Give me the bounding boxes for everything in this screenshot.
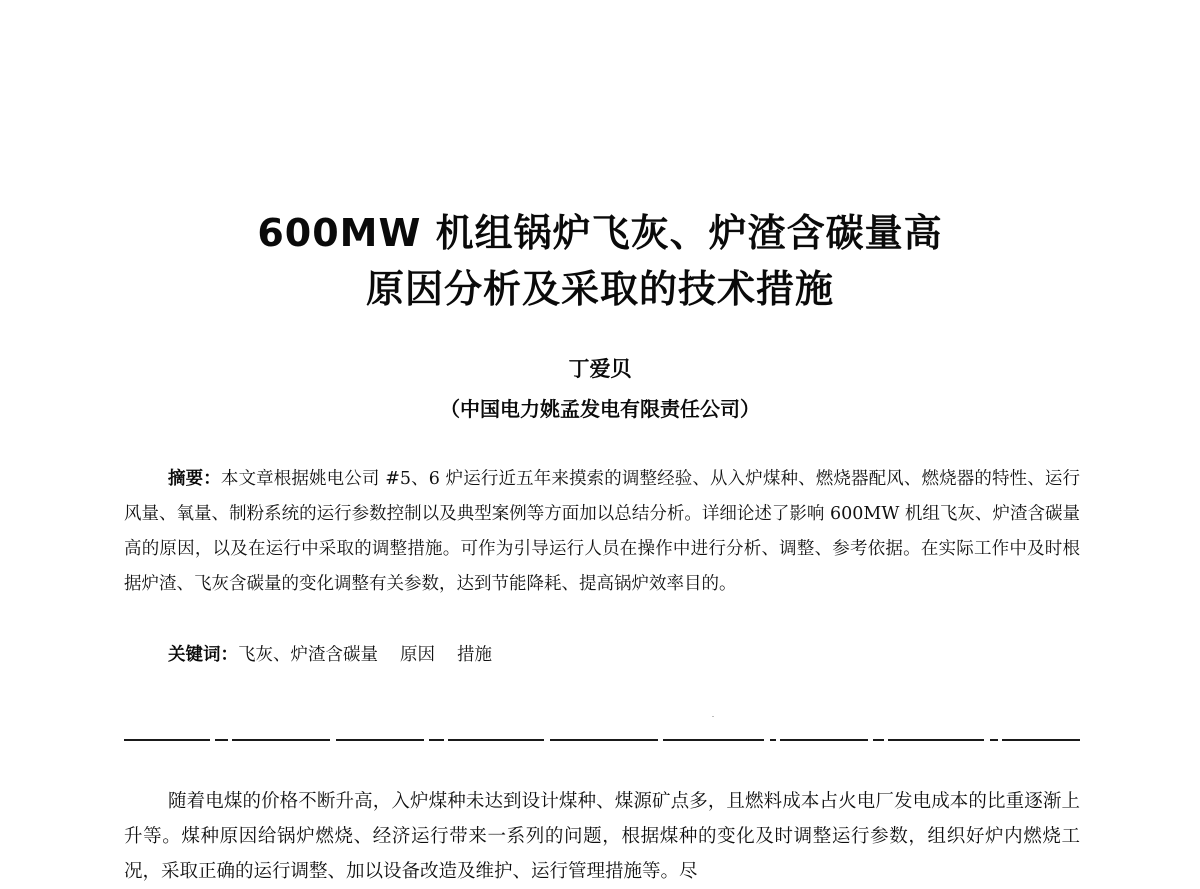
keyword-item: 飞灰、炉渣含碳量	[238, 645, 378, 665]
author-name: 丁爱贝	[568, 357, 632, 381]
abstract-text: 本文章根据姚电公司 #5、6 炉运行近五年来摸索的调整经验、从入炉煤种、燃烧器配风、燃烧器的特性、运行风量、氧量、制粉系统的运行参数控制以及典型案例等方面加以总结分析。详细论述了影响 600MW 机组飞灰、炉渣含碳量高的原因，以及在运行中采取的调整措施。可作为引导运行人员在操作中进行分析、调整、参考依据。在实际工作中及时根据炉渣、飞灰含碳量的变化调整有关参数，达到节能降耗、提高锅炉效率目的。	[124, 469, 1081, 594]
scan-speck	[712, 716, 714, 717]
author-affiliation: （中国电力姚孟发电有限责任公司）	[440, 397, 760, 421]
paper-title-line-2: 原因分析及采取的技术措施	[365, 267, 834, 311]
body-paragraph: 随着电煤的价格不断升高，入炉煤种未达到设计煤种、煤源矿点多，且燃料成本占火电厂发电成本的比重逐渐上升等。煤种原因给锅炉燃烧、经济运行带来一系列的问题，根据煤种的变化及时调整运行参数，组织好炉内燃烧工况，采取正确的运行调整、加以设备改造及维护、运行管理措施等。尽	[124, 791, 1080, 882]
keywords	[168, 638, 1068, 673]
abstract	[124, 462, 1080, 602]
keyword-item: 措施	[457, 645, 492, 665]
abstract-label: 摘要：	[168, 469, 221, 489]
keywords-label: 关键词：	[168, 645, 238, 665]
keyword-item: 原因	[400, 645, 435, 665]
section-divider	[124, 739, 1080, 741]
paper-title-line-1: 600MW 机组锅炉飞灰、炉渣含碳量高	[257, 211, 943, 255]
